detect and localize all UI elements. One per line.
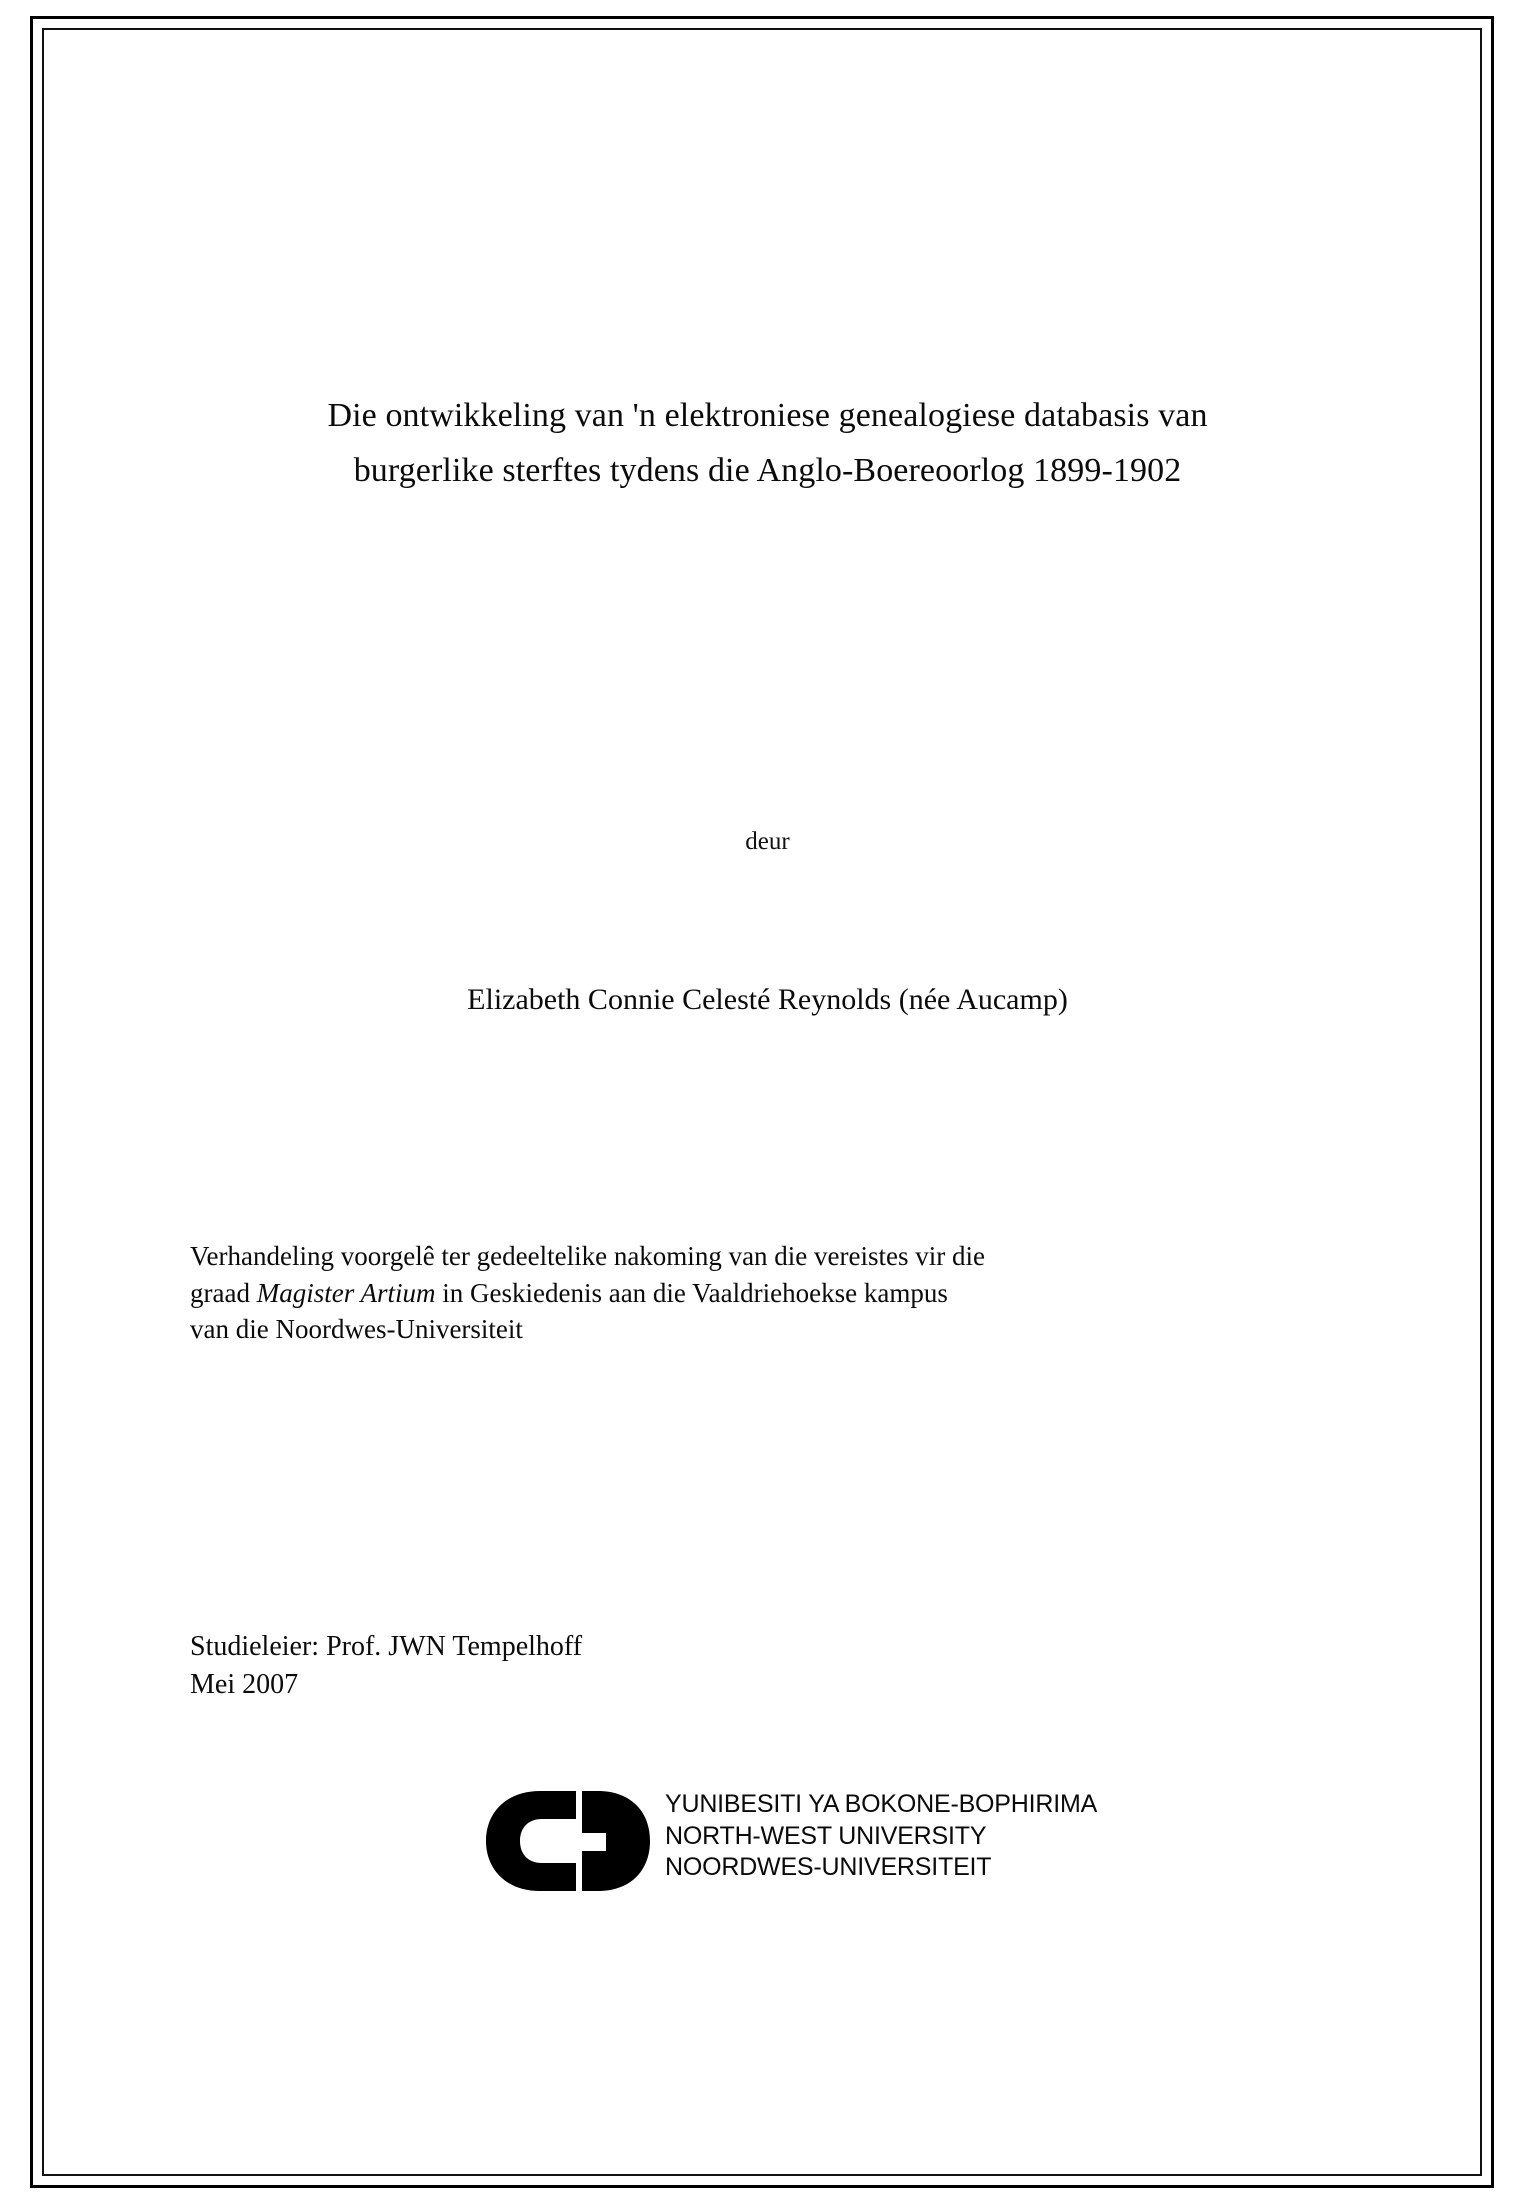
by-label: deur (745, 828, 790, 855)
title-line-2: burgerlike sterftes tydens die Anglo-Boereoorlog 1899-1902 (353, 452, 1182, 490)
supervisor-block (190, 1628, 1090, 1703)
logo-text-line-1: YUNIBESITI YA BOKONE-BOPHIRIMA (665, 1790, 1098, 1818)
supervisor-line: Studieleier: Prof. JWN Tempelhoff (190, 1631, 583, 1662)
title-line-1: Die ontwikkeling van 'n elektroniese genealogiese databasis van (327, 397, 1208, 434)
degree-statement-line-3: van die Noordwes-Universiteit (190, 1314, 523, 1345)
degree-statement-line-2-suffix: in Geskiedenis aan die Vaaldriehoekse kampus (435, 1277, 948, 1308)
author-name: Elizabeth Connie Celesté Reynolds (née Aucamp) (467, 983, 1068, 1016)
degree-name: Magister Artium (256, 1277, 436, 1308)
university-logo-block (480, 1783, 1200, 1913)
degree-statement-line-2 (190, 1275, 1345, 1312)
title-page-content (185, 28, 1350, 2176)
degree-statement-line-2-prefix: graad (190, 1277, 257, 1308)
degree-statement (190, 1238, 1345, 1348)
logo-text-line-3: NOORDWES-UNIVERSITEIT (665, 1853, 992, 1881)
document-title (185, 388, 1350, 498)
degree-statement-line-1: Verhandeling voorgelê ter gedeeltelike nakoming van die vereistes vir die (190, 1241, 985, 1271)
north-west-university-logo-icon (480, 1785, 670, 1897)
university-logo-text (665, 1789, 1097, 1884)
date-line: Mei 2007 (190, 1668, 299, 1700)
logo-text-line-2: NORTH-WEST UNIVERSITY (665, 1821, 987, 1850)
